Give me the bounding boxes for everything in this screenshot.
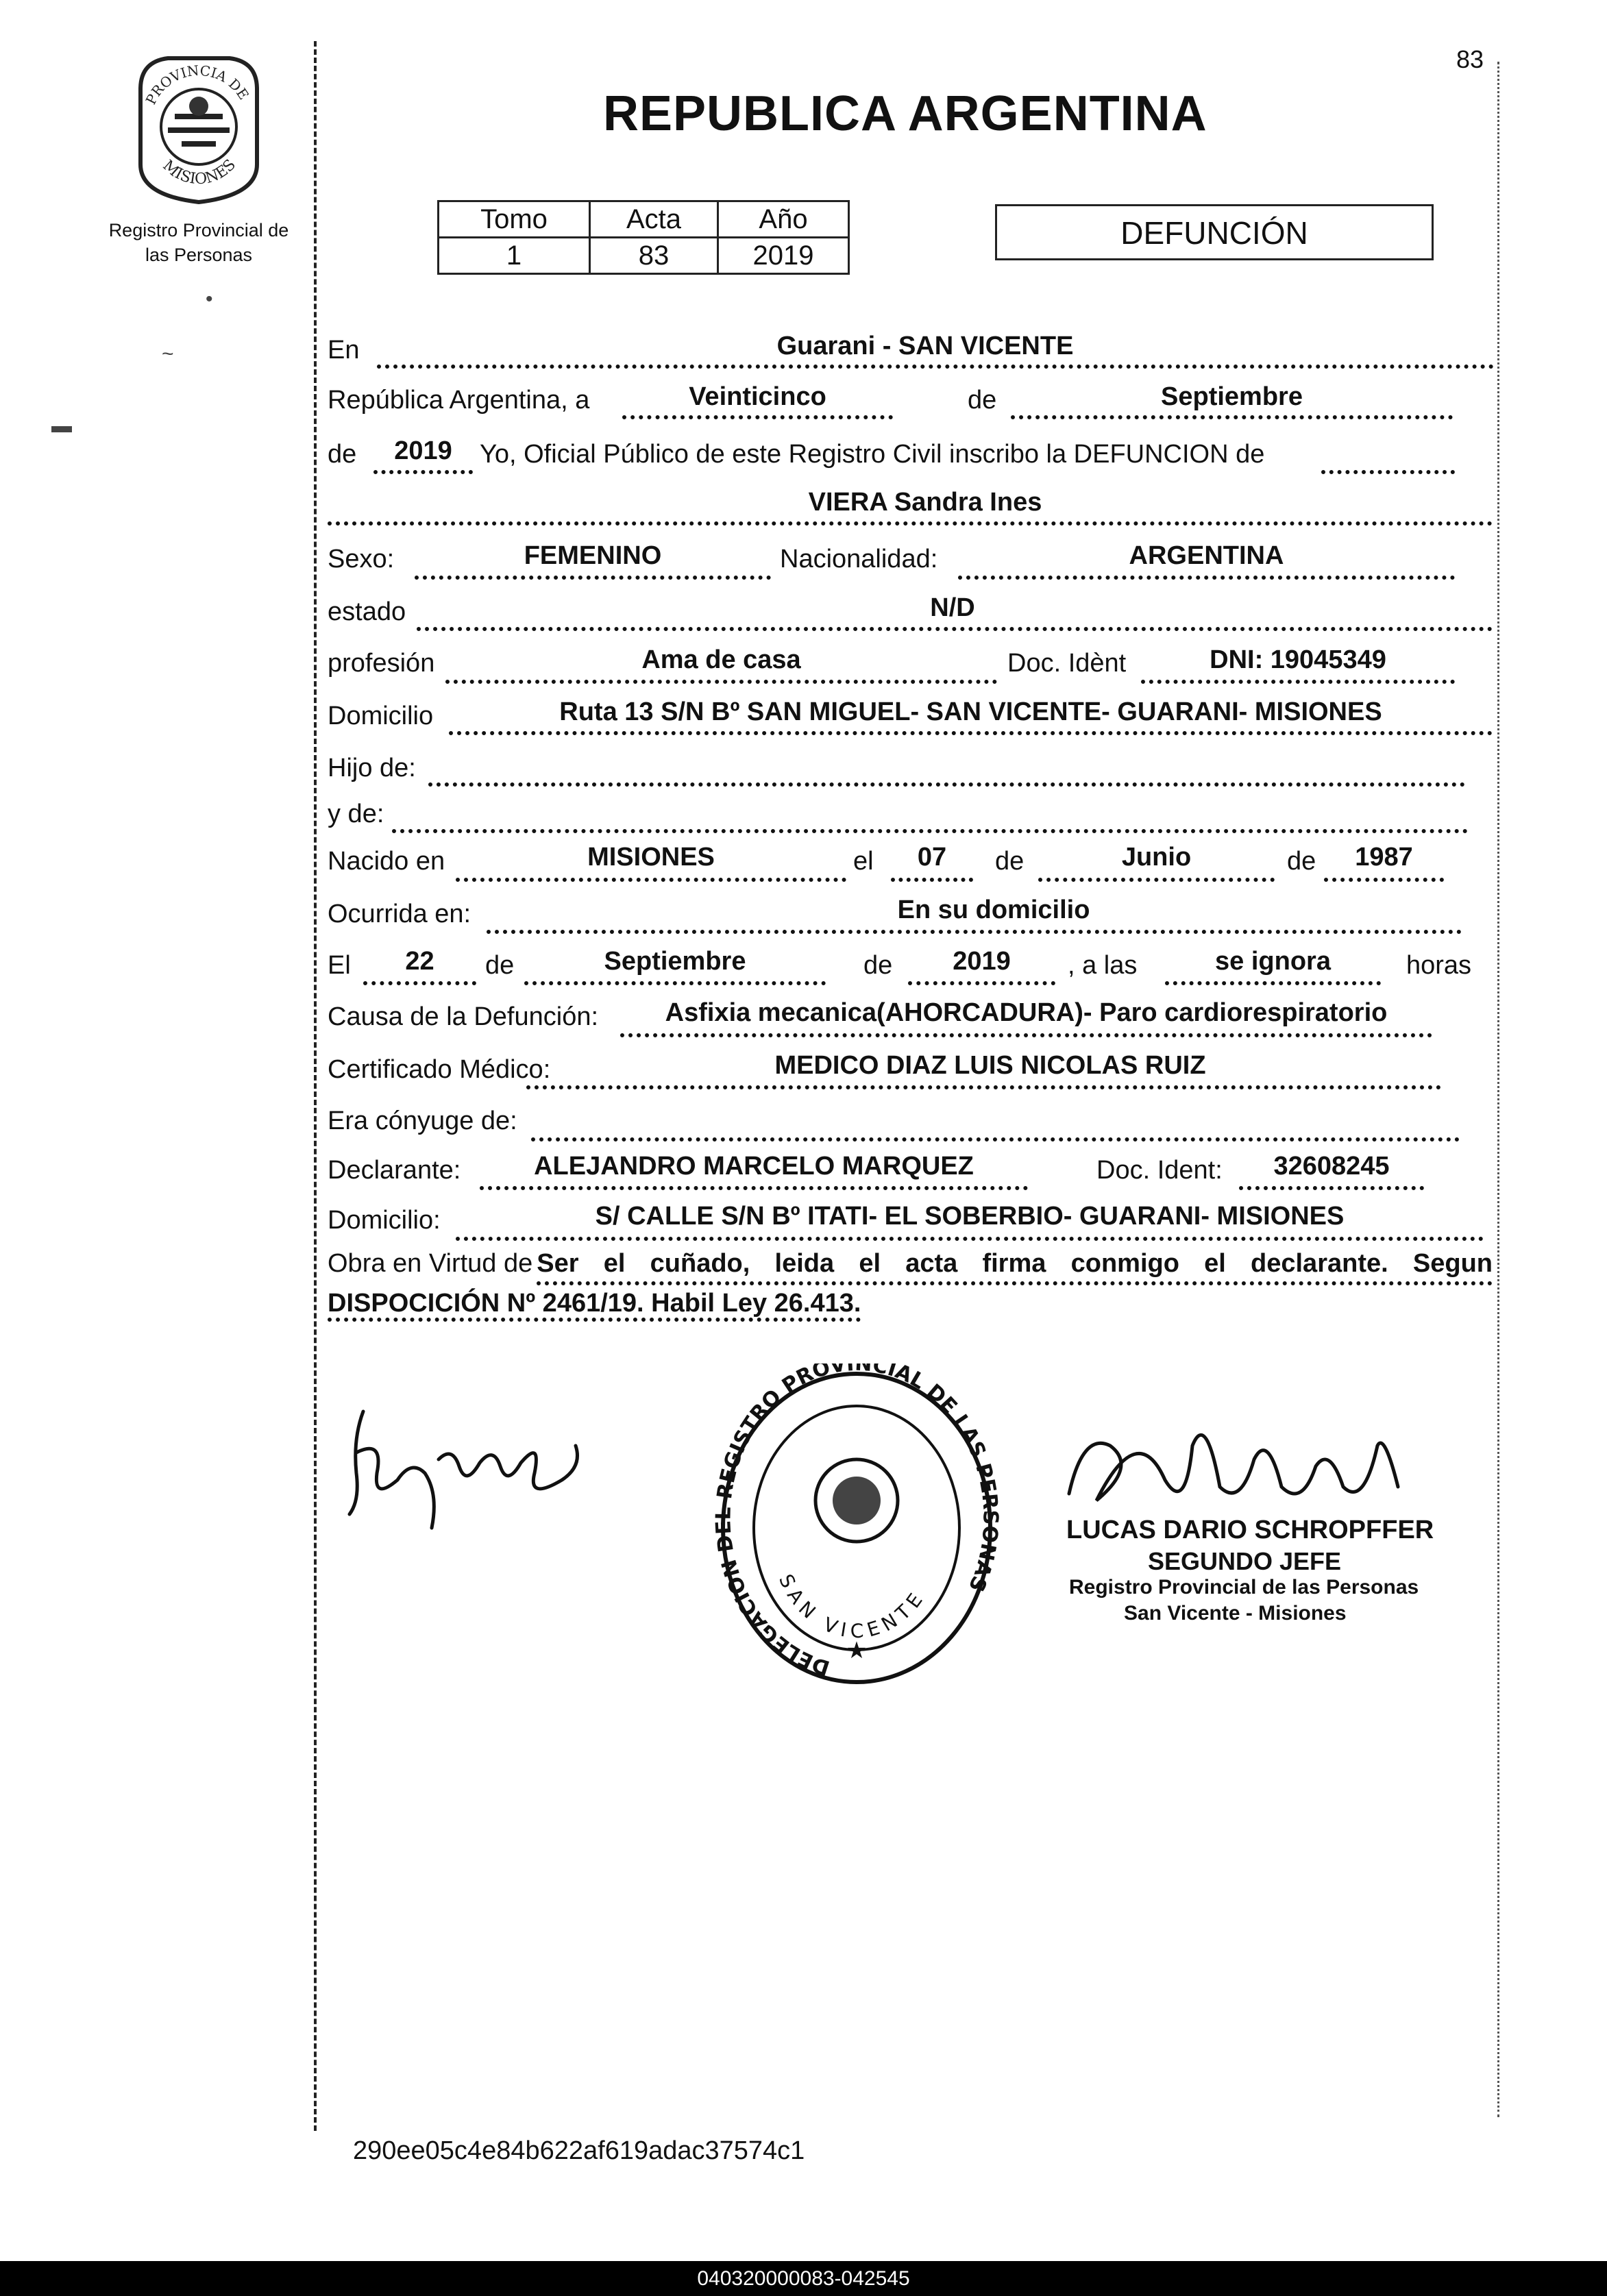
nacionalidad-value: ARGENTINA: [1129, 541, 1284, 570]
birth-de-label: de: [995, 847, 1025, 876]
estado-dots: [417, 627, 1493, 631]
anio-value: 2019: [718, 238, 849, 274]
acta-value: 83: [590, 238, 718, 274]
death-time-dots: [1165, 981, 1381, 985]
death-year-dots: [908, 981, 1055, 985]
delegation-stamp: [713, 1363, 1001, 1692]
svg-text:SAN VICENTE: SAN VICENTE: [774, 1570, 931, 1643]
obra-paragraph: [328, 1246, 1493, 1321]
official-office: Registro Provincial de las Personas: [1069, 1576, 1419, 1598]
nacido-label: Nacido en: [328, 847, 445, 876]
sexo-label: Sexo:: [328, 545, 395, 573]
certificado-dots: [526, 1085, 1441, 1089]
el-label: el: [853, 847, 874, 876]
svg-text:PROVINCIA DE: PROVINCIA DE: [142, 62, 252, 108]
decl-domicilio-label: Domicilio:: [328, 1206, 441, 1235]
official-name: LUCAS DARIO SCHROPFFER: [1066, 1516, 1434, 1544]
tomo-value: 1: [439, 238, 590, 274]
declarante-label: Declarante:: [328, 1156, 461, 1185]
conyuge-dots: [531, 1137, 1460, 1141]
declarant-signature: [336, 1398, 589, 1535]
month-dots: [1011, 415, 1453, 419]
place-value: Guarani - SAN VICENTE: [776, 332, 1074, 360]
birth-month-dots: [1038, 878, 1275, 882]
death-month-dots: [524, 981, 826, 985]
svg-text:★: ★: [846, 1638, 868, 1664]
stray-mark: ▬: [51, 415, 72, 437]
estado-value: N/D: [930, 593, 975, 622]
estado-label: estado: [328, 597, 406, 626]
official-role: SEGUNDO JEFE: [1148, 1547, 1342, 1575]
birth-month-value: Junio: [1121, 843, 1192, 872]
decl-domicilio-value: S/ CALLE S/N Bº ITATI- EL SOBERBIO- GUARANI- MISIONES: [595, 1202, 1345, 1231]
obra-value-1: Ser el cuñado, leida el acta firma conmigo el declarante. Segun: [537, 1246, 1493, 1285]
page-title: REPUBLICA ARGENTINA: [603, 86, 1207, 141]
death-de-label-2: de: [863, 951, 893, 980]
death-time-value: se ignora: [1215, 947, 1331, 976]
yde-dots: [392, 829, 1468, 833]
day-dots: [622, 415, 893, 419]
domicilio-label: Domicilio: [328, 702, 434, 730]
acta-header: Acta: [590, 201, 718, 238]
republica-label: República Argentina, a: [328, 386, 590, 415]
profesion-value: Ama de casa: [641, 645, 801, 674]
certificado-value: MEDICO DIAZ LUIS NICOLAS RUIZ: [774, 1051, 1206, 1080]
nacido-dots: [456, 878, 846, 882]
sexo-dots: [415, 576, 771, 580]
birth-year-value: 1987: [1355, 843, 1413, 872]
provincial-seal: [127, 48, 271, 206]
record-table: [437, 200, 850, 275]
nacionalidad-label: Nacionalidad:: [780, 545, 938, 573]
causa-value: Asfixia mecanica(AHORCADURA)- Paro cardiorespiratorio: [665, 998, 1388, 1027]
de-label-2: de: [328, 440, 357, 469]
ocurrida-value: En su domicilio: [897, 896, 1090, 924]
birth-day-dots: [891, 878, 973, 882]
inscribo-dots: [1321, 470, 1455, 474]
right-edge-line: [1497, 62, 1499, 2117]
stray-mark: •: [206, 288, 213, 310]
tomo-header: Tomo: [439, 201, 590, 238]
en-dots: [377, 365, 1494, 369]
document-type-box: DEFUNCIÓN: [995, 204, 1434, 260]
alas-label: , a las: [1068, 951, 1138, 980]
death-day-value: 22: [405, 947, 434, 976]
margin-divider: [314, 41, 317, 2131]
inscribo-text: Yo, Oficial Público de este Registro Civil inscribo la DEFUNCION de: [480, 440, 1265, 469]
nacionalidad-dots: [958, 576, 1455, 580]
profesion-dots: [445, 680, 997, 684]
death-day-dots: [363, 981, 476, 985]
birth-day-value: 07: [917, 843, 947, 872]
certificado-label: Certificado Médico:: [328, 1055, 551, 1084]
page-number: 83: [1456, 45, 1484, 73]
decl-doc-label: Doc. Ident:: [1096, 1156, 1223, 1185]
svg-text:MISIONES: MISIONES: [159, 156, 240, 188]
official-signature-block: [1055, 1405, 1439, 1631]
document-hash: 290ee05c4e84b622af619adac37574c1: [353, 2136, 805, 2165]
death-year-value: 2019: [953, 947, 1011, 976]
death-de-label: de: [485, 951, 515, 980]
doc-ident-label: Doc. Idènt: [1007, 649, 1127, 678]
birth-year-dots: [1324, 878, 1444, 882]
year-dots: [373, 470, 473, 474]
doc-ident-value: DNI: 19045349: [1210, 645, 1386, 674]
registry-label: Registro Provincial de las Personas: [108, 220, 289, 265]
year-value: 2019: [394, 436, 452, 465]
ocurrida-dots: [487, 930, 1462, 934]
deceased-name: VIERA Sandra Ines: [808, 488, 1042, 517]
hijo-label: Hijo de:: [328, 754, 416, 782]
obra-value-2: DISPOCICIÓN Nº 2461/19. Habil Ley 26.413.: [328, 1289, 861, 1322]
stray-mark: ~: [162, 343, 174, 365]
decl-domicilio-dots: [456, 1237, 1484, 1241]
el2-label: El: [328, 951, 351, 980]
ocurrida-label: Ocurrida en:: [328, 900, 471, 928]
decl-doc-value: 32608245: [1273, 1152, 1390, 1181]
month-value: Septiembre: [1161, 382, 1303, 411]
en-label: En: [328, 336, 360, 365]
official-location: San Vicente - Misiones: [1124, 1602, 1347, 1625]
sexo-value: FEMENINO: [524, 541, 662, 570]
name-dots: [328, 521, 1493, 526]
obra-label: Obra en Virtud de: [328, 1249, 533, 1278]
conyuge-label: Era cónyuge de:: [328, 1107, 517, 1135]
doc-ident-dots: [1141, 680, 1455, 684]
domicilio-dots: [449, 731, 1493, 735]
declarante-value: ALEJANDRO MARCELO MARQUEZ: [534, 1152, 974, 1181]
hijo-dots: [428, 782, 1465, 787]
causa-label: Causa de la Defunción:: [328, 1002, 599, 1031]
day-words-value: Veinticinco: [689, 382, 826, 411]
birth-de-label-2: de: [1287, 847, 1316, 876]
death-month-value: Septiembre: [604, 947, 746, 976]
anio-header: Año: [718, 201, 849, 238]
horas-label: horas: [1406, 951, 1472, 980]
nacido-value: MISIONES: [587, 843, 715, 872]
domicilio-value: Ruta 13 S/N Bº SAN MIGUEL- SAN VICENTE- GUARANI- MISIONES: [559, 698, 1382, 726]
causa-dots: [620, 1033, 1432, 1037]
svg-text:DELEGACION DEL REGISTRO PROVIN: DELEGACION DEL REGISTRO PROVINCIAL DE LAS PERSONAS: [713, 1363, 1001, 1680]
de-label: de: [968, 386, 997, 415]
decl-doc-dots: [1239, 1186, 1424, 1190]
profesion-label: profesión: [328, 649, 435, 678]
yde-label: y de:: [328, 800, 384, 828]
declarante-dots: [480, 1186, 1028, 1190]
footer-code-bar: 040320000083-042545: [0, 2261, 1607, 2296]
